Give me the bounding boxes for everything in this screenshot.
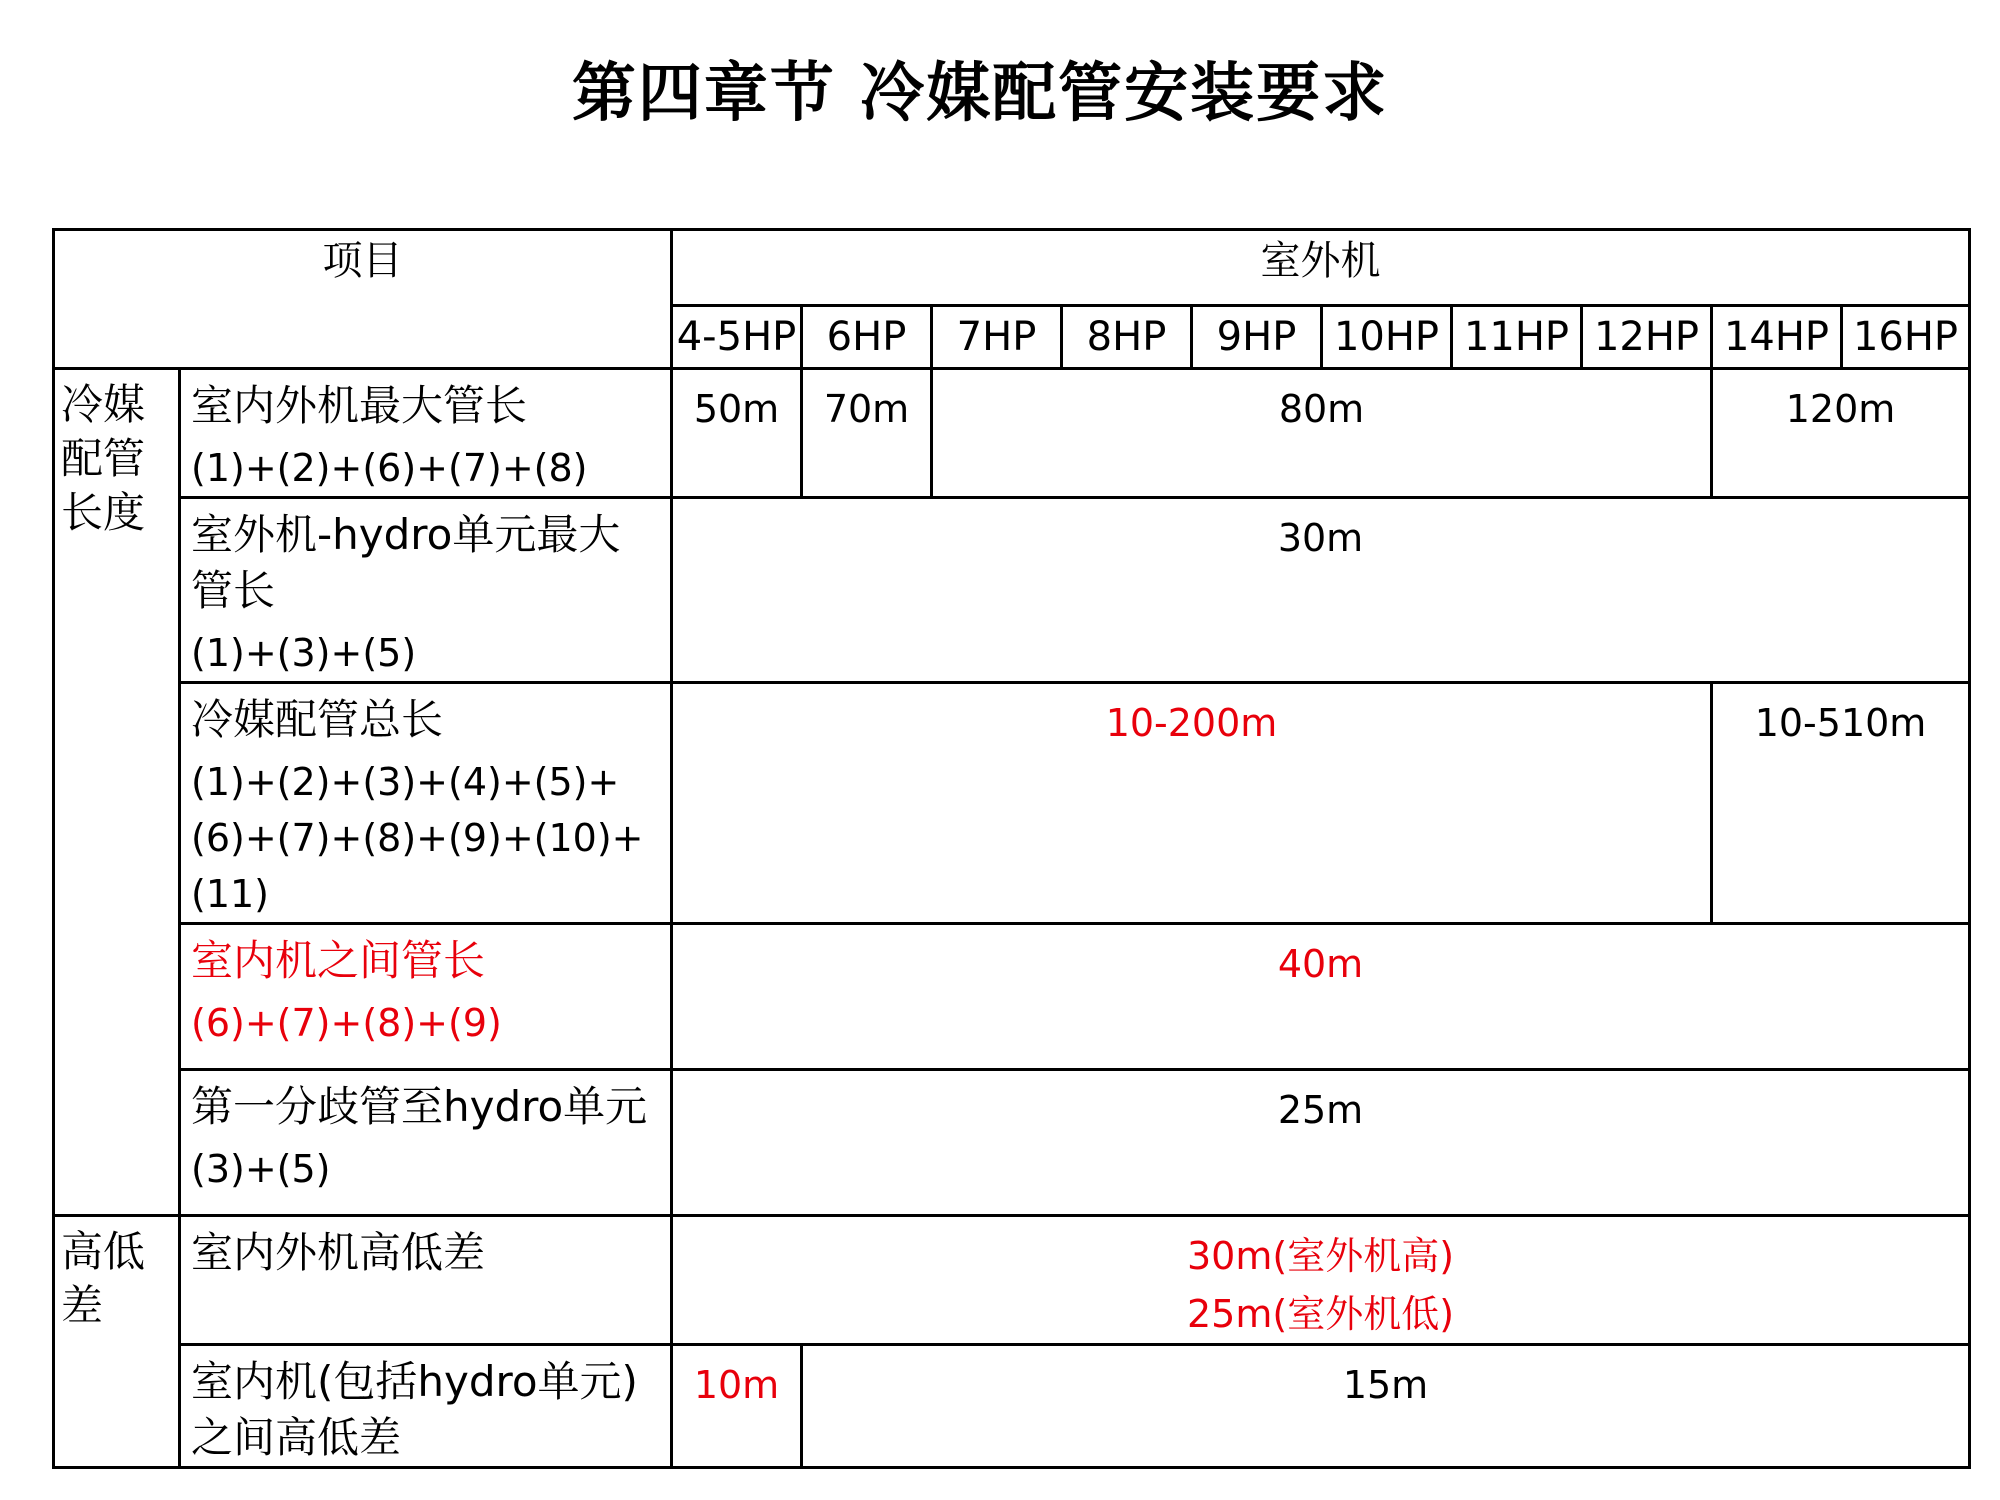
item-name: 第一分歧管至hydro单元 [191, 1082, 648, 1131]
value-line: 25m(室外机低) [1187, 1292, 1455, 1336]
item-height-indoor-outdoor [180, 1216, 672, 1345]
pipe-spec-table [52, 228, 1971, 1469]
value-cell: 50m [672, 369, 802, 498]
table-row [54, 498, 1970, 683]
item-name: 室内外机最大管长 [191, 381, 528, 430]
item-formula: (1)+(3)+(5) [191, 631, 417, 675]
value-cell: 80m [932, 369, 1712, 498]
formula-line: (6)+(7)+(8)+(9)+(10)+ [191, 816, 644, 860]
item-name: 室外机-hydro单元最大管长 [191, 510, 621, 615]
hp-col-14: 14HP [1712, 306, 1842, 369]
item-total-length [180, 683, 672, 924]
item-max-indoor-outdoor [180, 369, 672, 498]
value-cell: 15m [802, 1345, 1970, 1468]
hp-col-12: 12HP [1582, 306, 1712, 369]
item-formula: (1)+(2)+(6)+(7)+(8) [191, 446, 588, 490]
hp-col-16: 16HP [1842, 306, 1970, 369]
table-row [54, 1345, 1970, 1468]
item-name: 室内机(包括hydro单元)之间高低差 [191, 1357, 638, 1462]
table-row [54, 1070, 1970, 1216]
formula-line: (1)+(2)+(3)+(4)+(5)+ [191, 760, 620, 804]
value-cell: 40m [672, 924, 1970, 1070]
hp-col-4-5: 4-5HP [672, 306, 802, 369]
page-title: 第四章节 冷媒配管安装要求 [571, 57, 1389, 131]
formula-line: (11) [191, 872, 270, 916]
hp-col-6: 6HP [802, 306, 932, 369]
item-formula [191, 754, 662, 922]
item-formula: (6)+(7)+(8)+(9) [191, 1001, 502, 1045]
table-row [54, 683, 1970, 924]
category-height: 高低差 [54, 1216, 180, 1468]
value-cell: 25m [672, 1070, 1970, 1216]
value-cell: 10m [672, 1345, 802, 1468]
item-name: 冷媒配管总长 [191, 695, 444, 744]
value-cell [672, 1216, 1970, 1345]
value-cell: 10-200m [672, 683, 1712, 924]
item-first-branch [180, 1070, 672, 1216]
header-outdoor [672, 230, 1970, 306]
hp-col-11: 11HP [1452, 306, 1582, 369]
header-item-label: 项目 [322, 238, 403, 284]
value-cell: 30m [672, 498, 1970, 683]
value-cell: 120m [1712, 369, 1970, 498]
item-formula: (3)+(5) [191, 1147, 331, 1191]
hp-col-9: 9HP [1192, 306, 1322, 369]
table-row [54, 1216, 1970, 1345]
item-outdoor-hydro [180, 498, 672, 683]
value-line: 30m(室外机高) [1187, 1234, 1455, 1278]
hp-col-8: 8HP [1062, 306, 1192, 369]
item-name: 室内外机高低差 [191, 1228, 486, 1277]
header-item [54, 230, 672, 369]
value-cell: 70m [802, 369, 932, 498]
item-between-indoor [180, 924, 672, 1070]
header-outdoor-label: 室外机 [1260, 238, 1381, 284]
table-row [54, 924, 1970, 1070]
table-row [54, 369, 1970, 498]
hp-col-10: 10HP [1322, 306, 1452, 369]
category-length: 冷媒配管长度 [54, 369, 180, 1216]
hp-col-7: 7HP [932, 306, 1062, 369]
value-cell: 10-510m [1712, 683, 1970, 924]
item-height-between-indoor [180, 1345, 672, 1468]
item-name: 室内机之间管长 [191, 936, 486, 985]
